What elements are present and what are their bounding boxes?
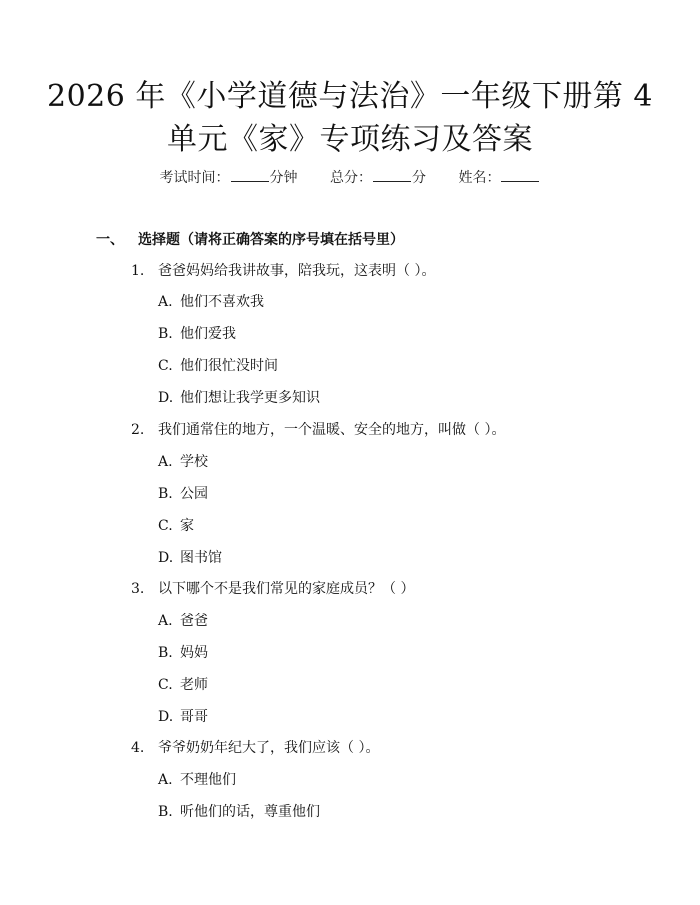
question-number: 2. [131,422,145,438]
question-4-option-a [158,770,236,790]
student-name-blank [501,169,539,182]
option-letter: A. [158,772,173,788]
option-letter: D. [158,709,174,725]
question-text: 我们通常住的地方，一个温暖、安全的地方，叫做（ ）。 [158,422,506,438]
option-text: 家 [180,518,194,534]
option-letter: A. [158,613,173,629]
option-letter: D. [158,550,174,566]
option-letter: C. [158,518,173,534]
exam-time [160,168,298,188]
document-title-line-2: 单元《家》专项练习及答案 [167,122,533,157]
exam-time-unit: 分钟 [269,170,298,186]
question-3-option-a [158,611,208,631]
question-2-option-c [158,516,194,536]
total-score-unit: 分 [412,170,426,186]
option-text: 爸爸 [180,613,208,629]
student-name-label: 姓名： [458,170,501,186]
option-letter: C. [158,677,173,693]
total-score-label: 总分： [330,170,372,186]
option-text: 不理他们 [180,772,236,788]
option-text: 他们不喜欢我 [180,294,264,310]
document-title-line-1: 2026 年《小学道德与法治》一年级下册第 4 [46,79,653,114]
option-text: 他们想让我学更多知识 [180,390,320,406]
exam-time-label: 考试时间： [159,170,230,186]
question-text: 爸爸妈妈给我讲故事，陪我玩，这表明（ ）。 [158,263,436,279]
question-number: 4. [131,740,145,756]
option-letter: B. [158,326,173,342]
option-letter: B. [158,804,173,820]
section-number: 一、 [96,232,124,248]
question-2 [131,420,505,440]
option-letter: B. [158,486,173,502]
option-letter: B. [158,645,173,661]
question-1-option-c [158,356,278,376]
question-4 [131,738,379,758]
exam-info [0,168,700,188]
total-score [330,168,426,188]
question-number: 1. [131,263,145,279]
section-title: 选择题（请将正确答案的序号填在括号里） [138,232,404,248]
question-3-option-b [158,643,208,663]
option-letter: A. [158,294,173,310]
question-2-option-b [158,484,208,504]
question-number: 3. [131,581,145,597]
student-name [458,168,540,188]
option-letter: C. [158,358,173,374]
question-text: 以下哪个不是我们常见的家庭成员？（ ） [158,581,415,597]
option-text: 图书馆 [180,550,222,566]
total-score-blank [373,169,411,182]
question-2-option-a [158,452,208,472]
option-text: 学校 [180,454,208,470]
option-letter: A. [158,454,173,470]
option-letter: D. [158,390,174,406]
exam-time-blank [231,169,269,182]
option-text: 妈妈 [180,645,208,661]
option-text: 老师 [180,677,208,693]
question-3 [131,579,414,599]
question-1-option-b [158,324,236,344]
question-4-option-b [158,802,320,822]
option-text: 他们爱我 [180,326,236,342]
option-text: 听他们的话，尊重他们 [180,804,320,820]
question-1 [131,261,435,281]
option-text: 哥哥 [180,709,208,725]
question-3-option-c [158,675,208,695]
option-text: 他们很忙没时间 [180,358,278,374]
option-text: 公园 [180,486,208,502]
section-heading [96,230,404,250]
question-1-option-a [158,292,264,312]
question-1-option-d [158,388,320,408]
question-text: 爷爷奶奶年纪大了，我们应该（ ）。 [158,740,380,756]
question-2-option-d [158,548,222,568]
question-3-option-d [158,707,208,727]
